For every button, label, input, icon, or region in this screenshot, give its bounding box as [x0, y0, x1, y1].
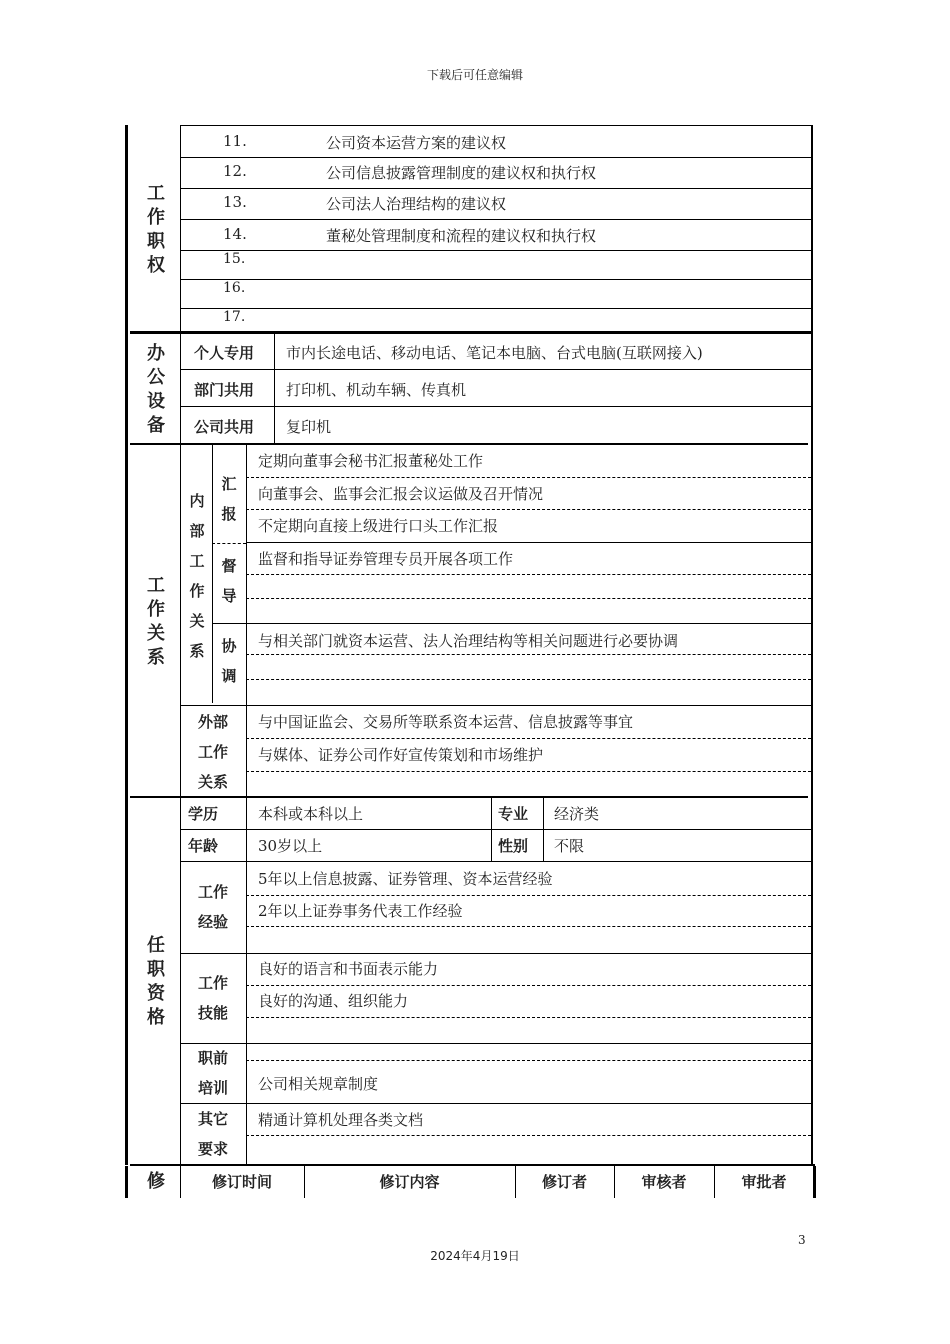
report-item: 定期向董事会秘书汇报董秘处工作	[258, 452, 484, 470]
coordinate-item: 与相关部门就资本运营、法人治理结构等相关问题进行必要协调	[258, 632, 679, 650]
external-item: 与中国证监会、交易所等联系资本运营、信息披露等事宜	[258, 713, 634, 731]
equipment-section	[125, 334, 813, 445]
page-number: 3	[798, 1233, 806, 1247]
revision-header-reviser: 修订者	[541, 1172, 587, 1191]
gender-value: 不限	[554, 837, 585, 855]
revision-header-time: 修订时间	[211, 1172, 272, 1191]
relations-section	[125, 445, 813, 798]
footer-date: 2024年4月19日	[430, 1249, 520, 1263]
rights-section	[125, 125, 813, 334]
supervise-item: 监督和指导证券管理专员开展各项工作	[258, 550, 514, 568]
age-label: 年龄	[188, 837, 219, 855]
skills-label: 工作 技能	[197, 974, 228, 1022]
external-item: 与媒体、证券公司作好宣传策划和市场维护	[258, 746, 544, 764]
rights-item-num: 15.	[223, 251, 246, 267]
rights-item-num: 11.	[223, 132, 247, 150]
skills-item: 良好的语言和书面表示能力	[258, 960, 439, 978]
education-label: 学历	[188, 805, 219, 823]
page-header: 下载后可任意编辑	[426, 68, 523, 82]
revision-section	[125, 1166, 816, 1198]
equipment-type: 公司共用	[194, 418, 255, 436]
major-label: 专业	[498, 805, 529, 823]
training-item: 公司相关规章制度	[258, 1075, 379, 1093]
report-item: 向董事会、监事会汇报会议运做及召开情况	[258, 485, 544, 503]
skills-item: 良好的沟通、组织能力	[258, 992, 409, 1010]
rights-section-label: 工 作 职 权	[147, 182, 165, 276]
gender-label: 性别	[498, 837, 529, 855]
other-requirements-label: 其它 要求	[197, 1110, 228, 1158]
rights-item-text: 公司资本运营方案的建议权	[326, 134, 507, 152]
revision-header-approver: 审批者	[741, 1172, 787, 1191]
equipment-type: 个人专用	[194, 344, 255, 362]
rights-item-text: 董秘处管理制度和流程的建议权和执行权	[326, 227, 597, 245]
rights-item-num: 16.	[223, 280, 246, 296]
experience-item: 2年以上证券事务代表工作经验	[258, 902, 463, 920]
age-value: 30岁以上	[258, 837, 323, 855]
rights-item-num: 12.	[223, 162, 247, 180]
major-value: 经济类	[554, 805, 600, 823]
education-value: 本科或本科以上	[258, 805, 364, 823]
rights-item-num: 13.	[223, 193, 247, 211]
external-relations-label: 外部 工作 关系	[197, 713, 228, 791]
equipment-section-label: 办 公 设 备	[147, 342, 165, 436]
relations-section-label: 工 作 关 系	[147, 574, 165, 668]
revision-header-reviewer: 审核者	[641, 1172, 687, 1191]
rights-item-num: 17.	[223, 309, 246, 325]
experience-item: 5年以上信息披露、证券管理、资本运营经验	[258, 870, 553, 888]
equipment-value: 复印机	[286, 418, 332, 436]
equipment-value: 打印机、机动车辆、传真机	[286, 381, 467, 399]
rights-item-text: 公司信息披露管理制度的建议权和执行权	[326, 164, 597, 182]
revision-header-content: 修订内容	[379, 1172, 440, 1191]
qualification-section	[125, 798, 813, 1165]
qualification-section-label: 任 职 资 格	[147, 934, 165, 1028]
report-label: 汇 报	[221, 475, 237, 523]
rights-item-num: 14.	[223, 225, 247, 243]
experience-label: 工作 经验	[197, 883, 228, 931]
coordinate-label: 协 调	[221, 637, 237, 685]
revision-section-label: 修	[147, 1171, 165, 1192]
report-item: 不定期向直接上级进行口头工作汇报	[258, 517, 499, 535]
equipment-value: 市内长途电话、移动电话、笔记本电脑、台式电脑(互联网接入)	[286, 344, 703, 362]
training-label: 职前 培训	[197, 1049, 228, 1097]
other-requirements-item: 精通计算机处理各类文档	[258, 1111, 424, 1129]
internal-relations-label: 内 部 工 作 关 系	[189, 492, 205, 660]
rights-item-text: 公司法人治理结构的建议权	[326, 195, 507, 213]
supervise-label: 督 导	[221, 557, 237, 605]
equipment-type: 部门共用	[194, 381, 255, 399]
